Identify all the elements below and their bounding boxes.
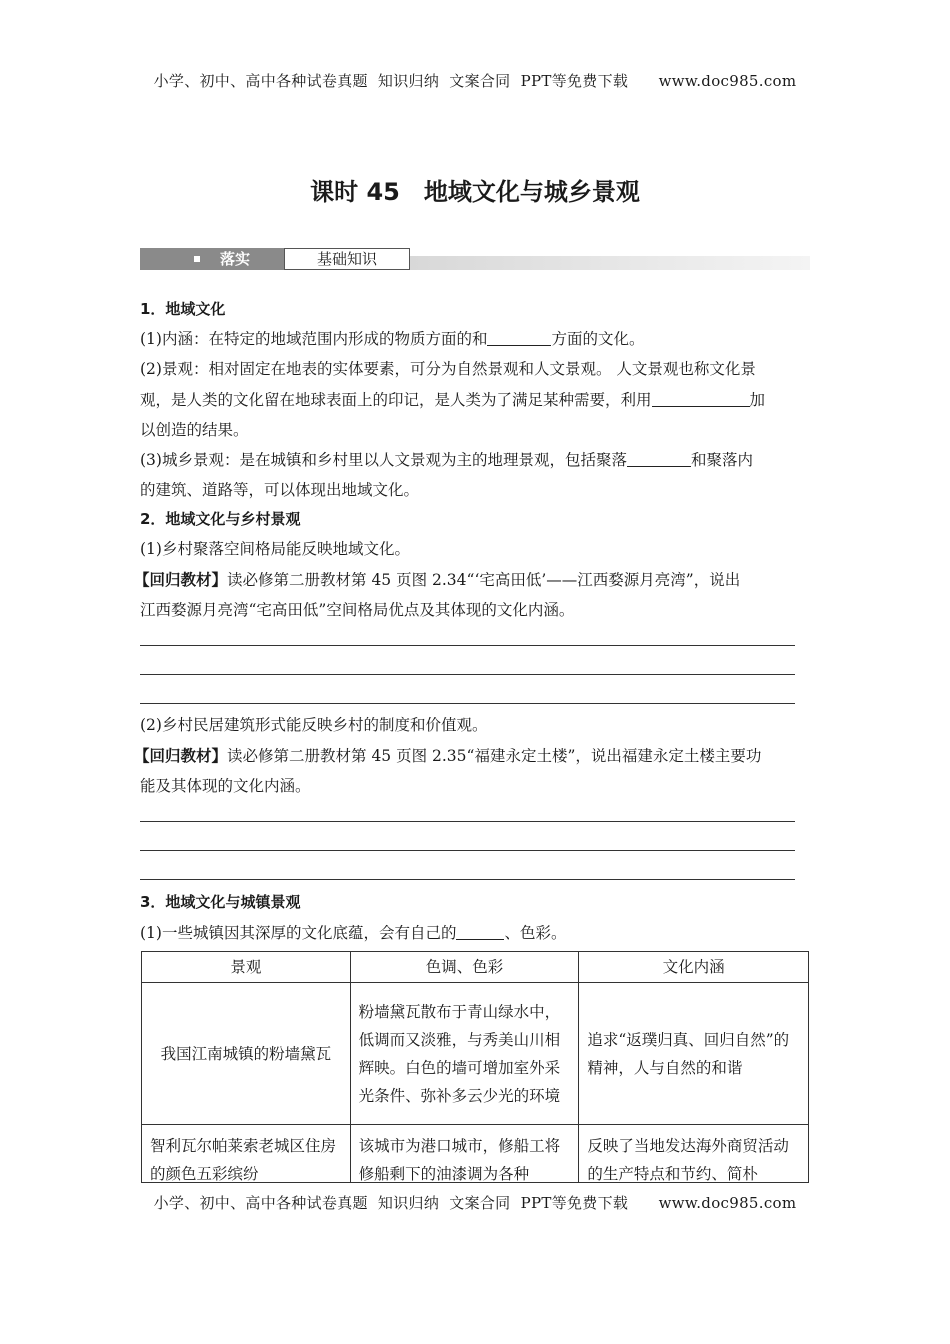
landscape-table: [141, 951, 809, 1195]
s3-p1-text-a: (1)一些城镇因其深厚的文化底蕴，会有自己的: [140, 924, 457, 942]
answer-line[interactable]: [140, 674, 795, 675]
s2-question-1-line-1: [134, 568, 804, 592]
fill-blank[interactable]: [487, 327, 551, 346]
table-header-cell: 文化内涵: [579, 952, 809, 983]
s1-p3-line-2: 的建筑、道路等，可以体现出地域文化。: [140, 481, 420, 499]
s2-paragraph-1: (1)乡村聚落空间格局能反映地域文化。: [140, 540, 410, 558]
section-banner: [140, 248, 810, 272]
s1-p2-line-3: 以创造的结果。: [140, 421, 249, 439]
banner-right-label: 基础知识: [284, 248, 410, 270]
page-header: 小学、初中、高中各种试卷真题 知识归纳 文案合同 PPT等免费下载 www.doc985.com: [153, 72, 797, 90]
banner-left: [140, 248, 284, 270]
answer-line[interactable]: [140, 850, 795, 851]
fill-blank[interactable]: [652, 388, 750, 407]
s1-p2-line-1: (2)景观：相对固定在地表的实体要素，可分为自然景观和人文景观。 人文景观也称文化景: [140, 360, 756, 378]
section-1-heading: 1．地域文化: [140, 300, 226, 318]
page-footer: 小学、初中、高中各种试卷真题 知识归纳 文案合同 PPT等免费下载 www.doc985.com: [153, 1194, 797, 1212]
s2-question-2-line-1: [134, 744, 804, 768]
table-cell-landscape: 我国江南城镇的粉墙黛瓦: [142, 983, 351, 1125]
s1-p2-text-a: 观，是人类的文化留在地球表面上的印记，是人类为了满足某种需要，利用: [140, 391, 652, 409]
table-cell-landscape: 智利瓦尔帕莱索老城区住房的颜色五彩缤纷: [142, 1125, 351, 1195]
table-bottom-border: [141, 1182, 809, 1183]
table-header-row: [142, 952, 809, 983]
answer-line[interactable]: [140, 821, 795, 822]
banner-left-label: 落实: [220, 250, 251, 268]
return-textbook-tag: 【回归教材】: [134, 571, 228, 589]
s1-p2-text-b: 加: [749, 391, 766, 409]
s2-question-1-line-2: 江西婺源月亮湾“宅高田低”空间格局优点及其体现的文化内涵。: [140, 601, 575, 619]
s3-paragraph-1: [140, 921, 810, 945]
answer-line[interactable]: [140, 645, 795, 646]
table-cell-color: 粉墙黛瓦散布于青山绿水中，低调而又淡雅，与秀美山川相辉映。白色的墙可增加室外采光条件、弥补多云少光的环境: [350, 983, 579, 1125]
s1-p1-text-b: 方面的文化。: [551, 330, 645, 348]
s1-p2-line-2: [140, 388, 810, 412]
page-title: 课时 45 地域文化与城乡景观: [310, 178, 640, 206]
answer-line[interactable]: [140, 879, 795, 880]
table-header-cell: 色调、色彩: [350, 952, 579, 983]
s2-q2-text: 读必修第二册教材第 45 页图 2.35“福建永定土楼”，说出福建永定土楼主要功: [227, 747, 762, 765]
answer-line[interactable]: [140, 703, 795, 704]
fill-blank[interactable]: [627, 448, 691, 467]
table-header-cell: 景观: [142, 952, 351, 983]
s2-question-2-line-2: 能及其体现的文化内涵。: [140, 777, 311, 795]
s1-p1-text-a: (1)内涵：在特定的地域范围内形成的物质方面的和: [140, 330, 488, 348]
fill-blank[interactable]: [456, 921, 504, 940]
s3-p1-text-b: 、色彩。: [504, 924, 567, 942]
square-bullet-icon: [194, 256, 200, 262]
table-cell-culture: 反映了当地发达海外商贸活动的生产特点和节约、简朴: [579, 1125, 809, 1195]
s2-paragraph-2: (2)乡村民居建筑形式能反映乡村的制度和价值观。: [140, 716, 488, 734]
table-row: [142, 983, 809, 1125]
section-2-heading: 2．地域文化与乡村景观: [140, 510, 301, 528]
table-cell-culture: 追求“返璞归真、回归自然”的精神，人与自然的和谐: [579, 983, 809, 1125]
s1-p3-line-1: [140, 448, 810, 472]
return-textbook-tag: 【回归教材】: [134, 747, 228, 765]
table-cell-color: 该城市为港口城市，修船工将修船剩下的油漆调为各种: [350, 1125, 579, 1195]
section-3-heading: 3．地域文化与城镇景观: [140, 893, 301, 911]
s1-p3-text-a: (3)城乡景观：是在城镇和乡村里以人文景观为主的地理景观，包括聚落: [140, 451, 627, 469]
s1-paragraph-1: [140, 327, 810, 351]
s1-p3-text-b: 和聚落内: [690, 451, 753, 469]
s2-q1-text: 读必修第二册教材第 45 页图 2.34“‘宅高田低’——江西婺源月亮湾”，说出: [227, 571, 741, 589]
